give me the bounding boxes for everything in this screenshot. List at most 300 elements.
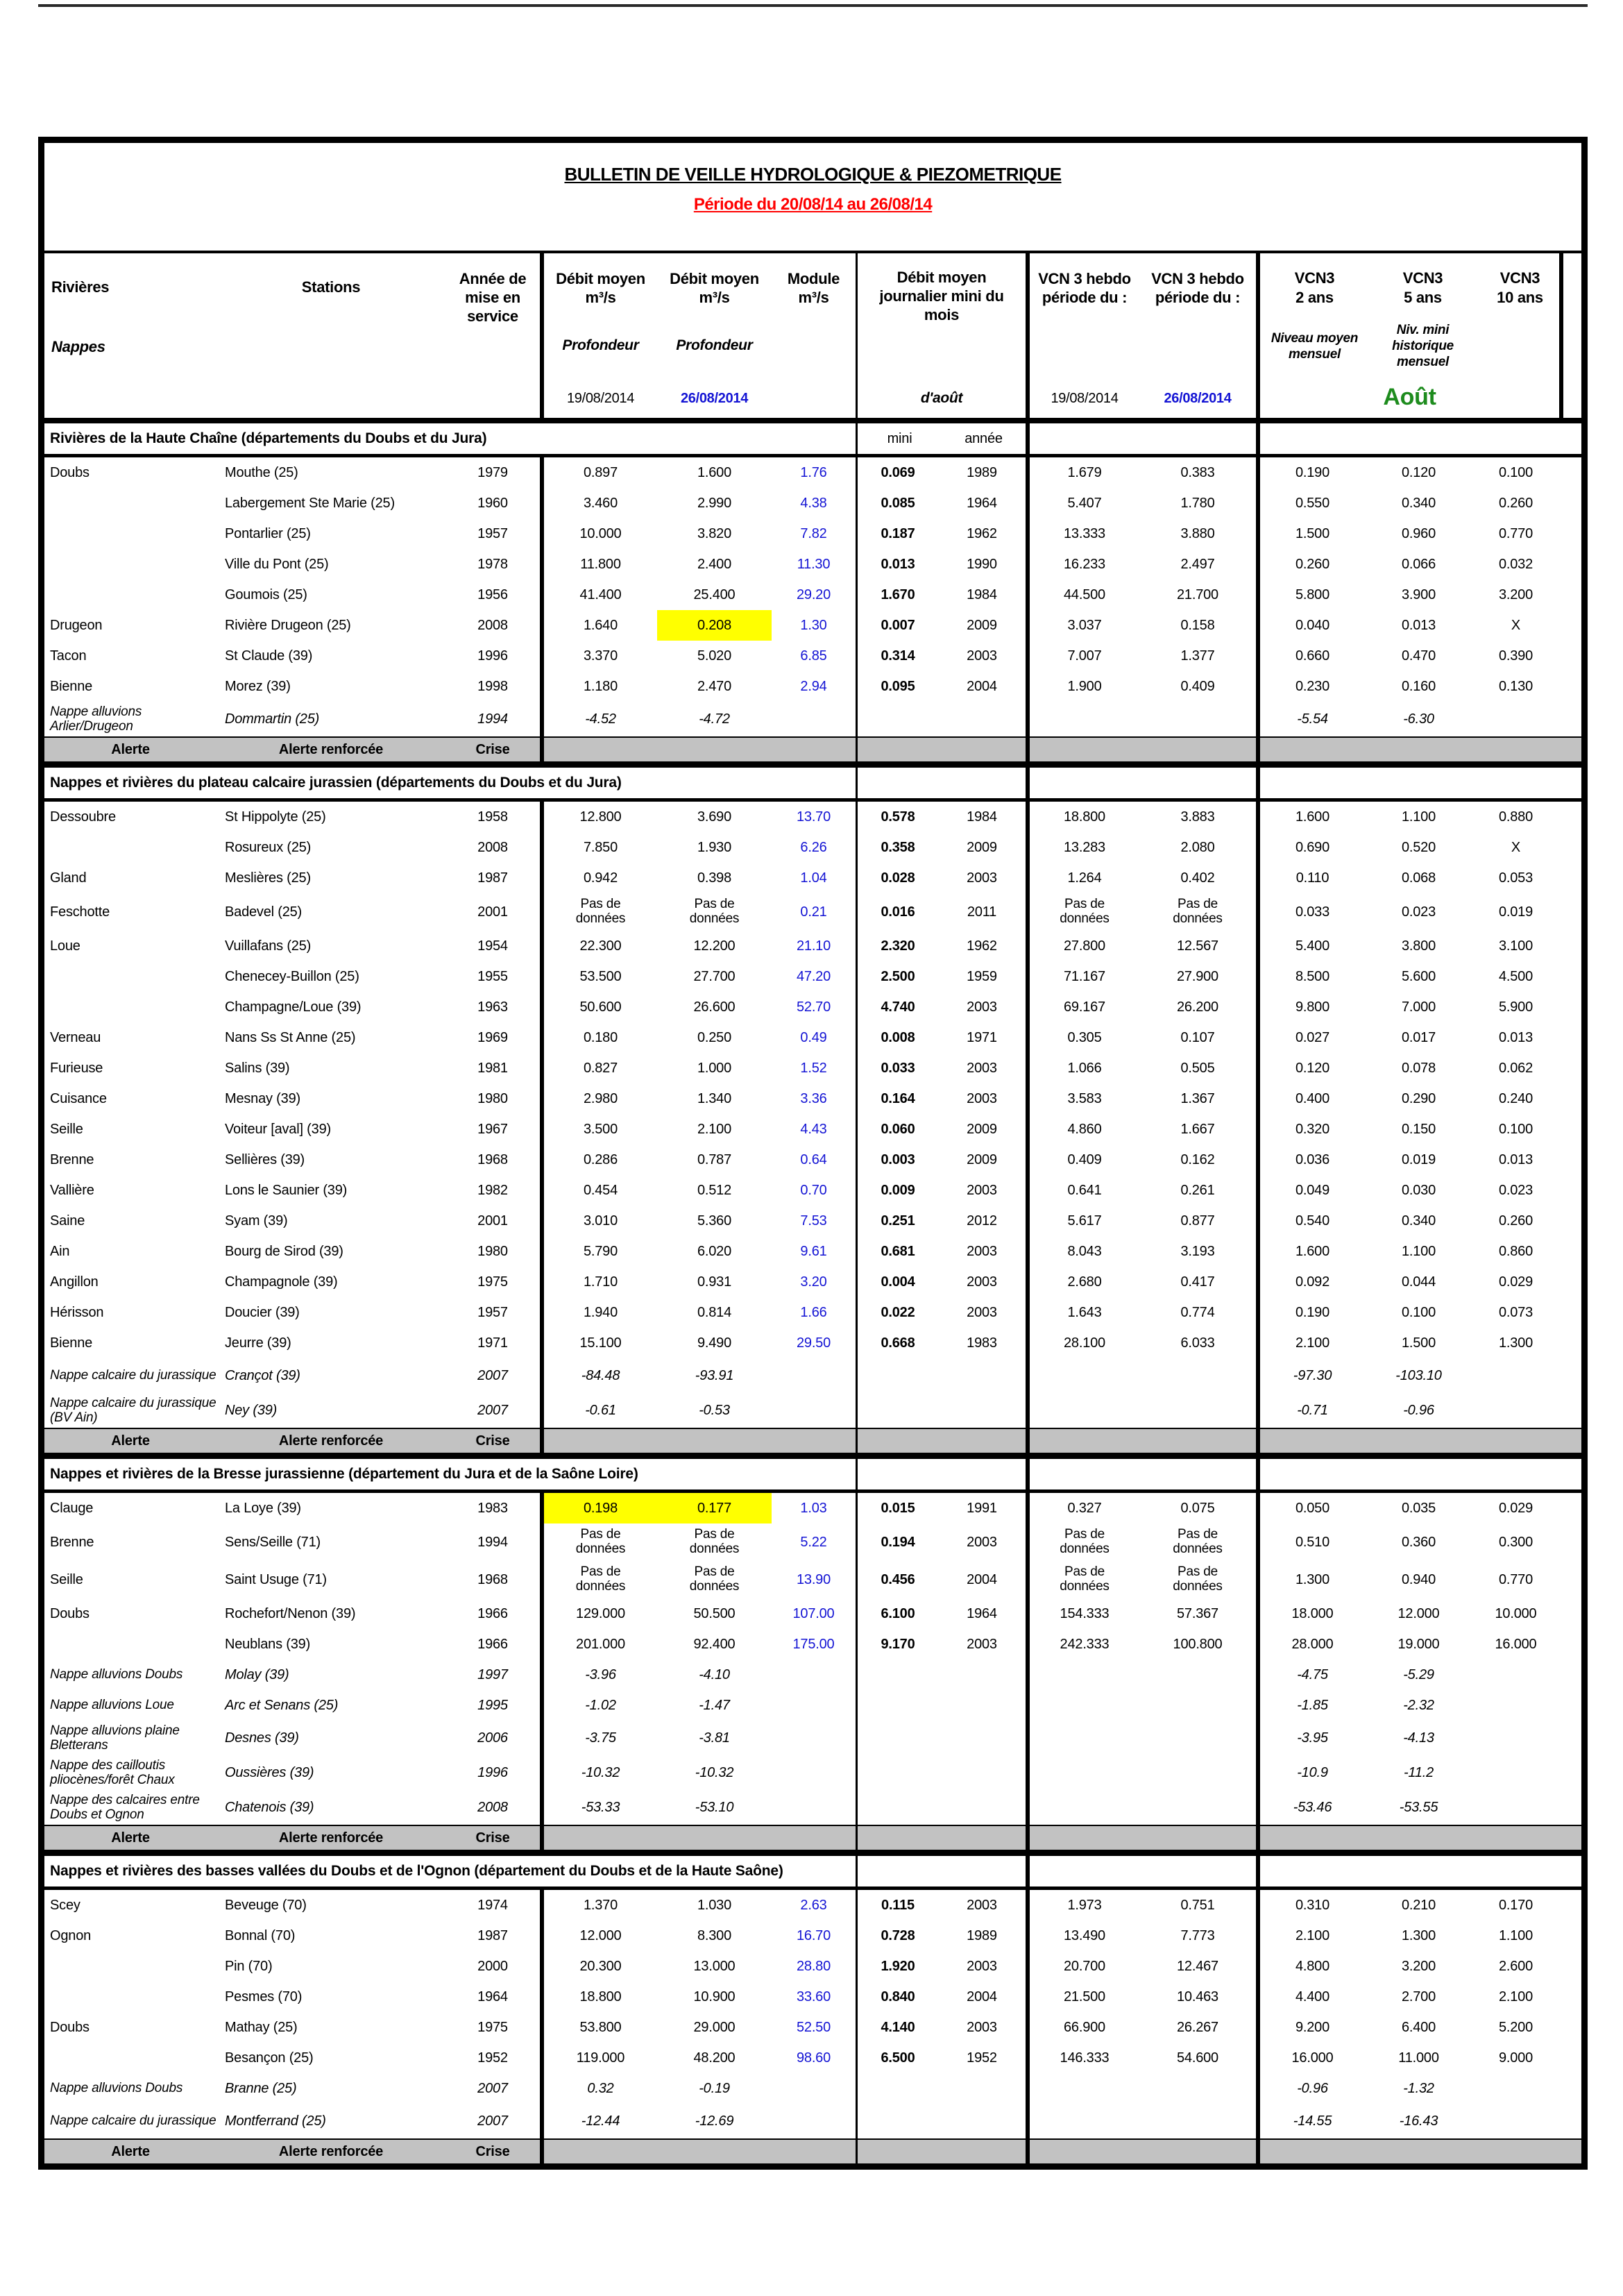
section-mini-annee [856, 768, 1026, 798]
table-row [44, 893, 1581, 931]
cell-riviere: Clauge [50, 1500, 94, 1516]
cell-mini-annee: 2003 [967, 1534, 997, 1550]
header-spacer [1559, 253, 1581, 418]
cell-debit-mini: 0.728 [856, 1921, 938, 1951]
cell-station: Doucier (39) [225, 1304, 300, 1320]
cell-vcn3-10ans [1472, 1660, 1559, 1690]
cell-debit-curr: 0.208 [657, 610, 772, 641]
cell-station: Sellières (39) [225, 1151, 305, 1167]
cell-vcn3-5ans: -0.96 [1403, 1402, 1434, 1418]
alert-spacer [856, 1429, 1026, 1453]
cell-station: Sens/Seille (71) [225, 1534, 321, 1550]
cell-debit-curr: 8.300 [697, 1927, 732, 1943]
cell-vcn3-2ans: -5.54 [1256, 702, 1365, 736]
cell-vcn3-2ans: 0.540 [1256, 1206, 1365, 1236]
cell-module: 52.70 [796, 999, 831, 1015]
cell-station: Oussières (39) [225, 1764, 314, 1780]
table-row [44, 2043, 1581, 2073]
table-row [44, 518, 1581, 549]
cell-vcn3-2ans: 0.190 [1256, 457, 1365, 488]
cell-annee-service: 1978 [477, 556, 508, 572]
cell-spacer [1559, 1982, 1581, 2012]
cell-debit-mini: 9.170 [856, 1629, 938, 1660]
cell-debit-curr: -10.32 [695, 1764, 734, 1780]
cell-riviere: Doubs [50, 2019, 90, 2035]
cell-annee-service: 1971 [477, 1335, 508, 1351]
alert-renforcee-label: Alerte renforcée [278, 741, 384, 757]
cell-vcn3-5ans: 0.210 [1401, 1897, 1436, 1913]
cell-vcn3-10ans: 3.200 [1498, 586, 1533, 602]
cell-debit-prev: -12.44 [540, 2104, 657, 2138]
cell-mini-annee: 2003 [967, 1897, 997, 1913]
cell-vcn-hebdo-curr: 27.900 [1177, 968, 1218, 984]
section-band-spacer [1026, 1856, 1256, 1886]
cell-vcn3-2ans: 9.200 [1256, 2012, 1365, 2043]
cell-station: Goumois (25) [225, 586, 307, 602]
cell-vcn3-5ans: -2.32 [1403, 1697, 1434, 1713]
cell-debit-prev: -3.96 [540, 1660, 657, 1690]
cell-vcn-hebdo-curr: 0.107 [1180, 1029, 1215, 1045]
cell-vcn3-10ans: 0.023 [1498, 1182, 1533, 1198]
cell-vcn3-5ans: 19.000 [1397, 1636, 1440, 1652]
alert-spacer [1256, 1429, 1581, 1453]
cell-station: Saint Usuge (71) [225, 1571, 327, 1587]
table-row [44, 832, 1581, 863]
cell-vcn-hebdo-curr: 100.800 [1173, 1636, 1223, 1652]
cell-spacer [1559, 1236, 1581, 1267]
table-header [44, 253, 1581, 423]
table-row [44, 641, 1581, 671]
cell-station: Badevel (25) [225, 904, 302, 920]
cell-vcn-hebdo-prev [1026, 2104, 1139, 2138]
cell-module: 3.36 [800, 1090, 827, 1106]
cell-debit-mini: 0.008 [856, 1022, 938, 1053]
cell-debit-curr: 1.340 [697, 1090, 732, 1106]
cell-vcn3-5ans: 0.470 [1401, 648, 1436, 664]
header-vcn-hebdo-label [1030, 270, 1139, 307]
cell-riviere: Brenne [50, 1151, 94, 1167]
cell-debit-prev: 3.370 [540, 641, 657, 671]
cell-station: Labergement Ste Marie (25) [225, 495, 395, 511]
section-band-spacer [1256, 423, 1581, 454]
cell-debit-mini [856, 702, 938, 736]
section-mini-annee [856, 423, 1026, 454]
cell-mini-annee: 1990 [967, 556, 997, 572]
cell-vcn3-5ans: 3.200 [1401, 1958, 1436, 1974]
cell-mini-annee: 1952 [967, 2050, 997, 2066]
cell-riviere: Cuisance [50, 1090, 107, 1106]
cell-module: 6.26 [800, 839, 827, 855]
cell-module [772, 1721, 856, 1755]
cell-debit-curr: 25.400 [693, 586, 736, 602]
cell-annee-service: 1996 [477, 648, 508, 664]
header-profondeur-label: Profondeur [676, 337, 753, 353]
cell-riviere [44, 961, 216, 992]
cell-vcn3-2ans: 2.100 [1256, 1328, 1365, 1358]
cell-annee-service: 1994 [477, 711, 508, 727]
cell-vcn3-2ans: 4.800 [1256, 1951, 1365, 1982]
table-row [44, 2073, 1581, 2104]
table-row [44, 1982, 1581, 2012]
section-band-spacer [1026, 423, 1256, 454]
cell-debit-mini: 2.320 [856, 931, 938, 961]
cell-module: 7.82 [800, 525, 827, 541]
header-module [772, 253, 856, 418]
cell-debit-curr: 5.020 [697, 648, 732, 664]
cell-debit-mini [856, 1358, 938, 1393]
cell-debit-curr: 26.600 [693, 999, 736, 1015]
table-row [44, 1598, 1581, 1629]
cell-debit-curr: 13.000 [693, 1958, 736, 1974]
cell-station: St Claude (39) [225, 648, 313, 664]
section-band-spacer [1026, 1459, 1256, 1489]
cell-vcn3-5ans: 0.030 [1401, 1182, 1436, 1198]
vcn-hebdo-text: VCN 3 hebdo [1038, 270, 1131, 287]
header-niv-mini-label: Niv. mini historique mensuel [1392, 323, 1454, 369]
cell-module [772, 1393, 856, 1428]
cell-vcn-hebdo-prev [1026, 702, 1139, 736]
cell-spacer [1559, 580, 1581, 610]
cell-vcn3-2ans: 8.500 [1256, 961, 1365, 992]
cell-debit-curr: 3.820 [697, 525, 732, 541]
cell-vcn-hebdo-prev: 18.800 [1026, 802, 1139, 832]
cell-vcn3-2ans: -53.46 [1256, 1790, 1365, 1825]
cell-debit-curr: 0.931 [697, 1274, 732, 1290]
cell-riviere [44, 832, 216, 863]
table-row [44, 1561, 1581, 1598]
cell-station: Bourg de Sirod (39) [225, 1243, 343, 1259]
cell-module: 107.00 [792, 1605, 835, 1621]
cell-module: 52.50 [796, 2019, 831, 2035]
table-row [44, 549, 1581, 580]
document-period: Période du 20/08/14 au 26/08/14 [693, 195, 933, 214]
cell-annee-service: 1975 [477, 1274, 508, 1290]
cell-debit-prev: -84.48 [540, 1358, 657, 1393]
debit-moyen-text: Débit moyen [556, 270, 645, 287]
cell-mini-annee: 1991 [967, 1500, 997, 1516]
cell-spacer [1559, 1145, 1581, 1175]
cell-vcn3-10ans: 1.100 [1498, 1927, 1533, 1943]
cell-annee-service: 1966 [477, 1605, 508, 1621]
cell-vcn3-10ans: 0.770 [1498, 1571, 1533, 1587]
cell-riviere: Nappe des cailloutis pliocènes/forêt Chaux [50, 1757, 175, 1787]
cell-riviere [44, 2043, 216, 2073]
section-band-spacer [1256, 1459, 1581, 1489]
cell-module [772, 1790, 856, 1825]
cell-vcn-hebdo-curr [1139, 1660, 1256, 1690]
cell-vcn3-10ans: 0.300 [1498, 1534, 1533, 1550]
cell-module: 7.53 [800, 1213, 827, 1229]
cell-vcn-hebdo-curr: 0.162 [1180, 1151, 1215, 1167]
cell-vcn-hebdo-curr: 26.200 [1177, 999, 1218, 1015]
cell-vcn-hebdo-curr: 21.700 [1177, 586, 1218, 602]
cell-vcn-hebdo-curr: 26.267 [1177, 2019, 1218, 2035]
table-row [44, 1951, 1581, 1982]
cell-riviere [44, 1629, 216, 1660]
cell-riviere: Nappe alluvions Doubs [50, 2081, 183, 2096]
cell-vcn3-5ans: 0.013 [1401, 617, 1436, 633]
header-annee-service [445, 253, 540, 418]
debit-moyen-text: Débit moyen [670, 270, 759, 287]
cell-vcn3-10ans: 0.240 [1498, 1090, 1533, 1106]
header-vcn3-5ans [1369, 269, 1477, 307]
section-mini-annee [856, 1856, 1026, 1886]
cell-debit-mini: 0.022 [856, 1297, 938, 1328]
cell-vcn3-2ans: 0.092 [1256, 1267, 1365, 1297]
section-band-spacer [1256, 1856, 1581, 1886]
cell-vcn-hebdo-curr: 12.467 [1177, 1958, 1218, 1974]
alert-row [44, 2138, 1581, 2163]
cell-debit-mini: 0.578 [856, 802, 938, 832]
cell-mini-annee: 2012 [967, 1213, 997, 1229]
cell-debit-mini: 0.033 [856, 1053, 938, 1083]
alert-spacer [1026, 2140, 1256, 2163]
cell-debit-prev: 41.400 [540, 580, 657, 610]
cell-module: 11.30 [797, 556, 831, 572]
alert-label: Alerte [111, 2143, 150, 2159]
cell-debit-prev: -3.75 [540, 1721, 657, 1755]
cell-debit-mini [856, 1721, 938, 1755]
cell-spacer [1559, 1561, 1581, 1598]
section-header-row [44, 768, 1581, 802]
cell-spacer [1559, 1083, 1581, 1114]
cell-debit-prev: 0.32 [540, 2073, 657, 2104]
cell-vcn-hebdo-prev [1026, 1721, 1139, 1755]
cell-vcn3-10ans: 0.260 [1498, 495, 1533, 511]
cell-vcn3-5ans: 0.044 [1401, 1274, 1436, 1290]
cell-vcn3-5ans: 0.940 [1401, 1571, 1436, 1587]
cell-debit-prev: 18.800 [540, 1982, 657, 2012]
cell-vcn3-10ans [1472, 1790, 1559, 1825]
cell-debit-mini: 0.085 [856, 488, 938, 518]
cell-riviere: Tacon [50, 648, 87, 664]
cell-vcn-hebdo-curr [1139, 1358, 1256, 1393]
cell-debit-curr: -4.10 [699, 1666, 730, 1682]
cell-riviere: Doubs [50, 1605, 90, 1621]
cell-vcn-hebdo-curr: 12.567 [1177, 938, 1218, 954]
cell-debit-mini: 0.028 [856, 863, 938, 893]
cell-vcn3-10ans [1472, 702, 1559, 736]
cell-vcn-hebdo-prev [1026, 1755, 1139, 1790]
cell-annee-service: 2008 [477, 1799, 508, 1815]
annee-label: année [965, 430, 1003, 446]
cell-debit-mini: 0.840 [856, 1982, 938, 2012]
alert-spacer [856, 1826, 1026, 1850]
scan-edge-line [38, 4, 1588, 7]
cell-vcn-hebdo-prev: 242.333 [1026, 1629, 1139, 1660]
cell-station: Desnes (39) [225, 1730, 299, 1746]
cell-debit-prev: 0.827 [540, 1053, 657, 1083]
cell-debit-curr: 1.000 [697, 1060, 732, 1076]
alert-spacer [1026, 1826, 1256, 1850]
cell-vcn3-2ans: -4.75 [1256, 1660, 1365, 1690]
cell-debit-curr: -12.69 [695, 2113, 734, 2129]
cell-debit-mini [856, 2104, 938, 2138]
cell-vcn-hebdo-prev: 20.700 [1026, 1951, 1139, 1982]
cell-debit-curr: -0.19 [699, 2080, 730, 2096]
cell-spacer [1559, 961, 1581, 992]
cell-debit-prev: 1.710 [540, 1267, 657, 1297]
cell-vcn-hebdo-curr [1139, 1755, 1256, 1790]
cell-vcn3-5ans: 0.100 [1401, 1304, 1436, 1320]
cell-debit-prev: Pas de données [540, 1523, 657, 1561]
cell-vcn-hebdo-curr: 0.075 [1180, 1500, 1215, 1516]
cell-annee-service: 1996 [477, 1764, 508, 1780]
cell-mini-annee: 2003 [967, 1182, 997, 1198]
crise-label: Crise [475, 1830, 510, 1846]
cell-vcn-hebdo-prev: 13.283 [1026, 832, 1139, 863]
cell-riviere: Furieuse [50, 1060, 103, 1076]
alert-row [44, 1428, 1581, 1459]
cell-vcn3-10ans: X [1511, 839, 1521, 855]
cell-spacer [1559, 1660, 1581, 1690]
cell-debit-mini: 1.670 [856, 580, 938, 610]
cell-mini-annee: 1962 [967, 525, 997, 541]
cell-station: Lons le Saunier (39) [225, 1182, 348, 1198]
cell-module: 13.70 [796, 809, 831, 825]
cell-mini-annee: 1989 [967, 1927, 997, 1943]
header-vcn3-10ans [1477, 269, 1563, 307]
cell-debit-prev: 22.300 [540, 931, 657, 961]
table-body [44, 423, 1581, 2163]
cell-riviere: Seille [50, 1121, 83, 1137]
cell-debit-prev: 5.790 [540, 1236, 657, 1267]
cell-debit-curr: 0.250 [697, 1029, 732, 1045]
cell-spacer [1559, 641, 1581, 671]
cell-debit-prev: 2.980 [540, 1083, 657, 1114]
cell-vcn-hebdo-curr: 0.261 [1180, 1182, 1215, 1198]
cell-debit-prev: 0.942 [540, 863, 657, 893]
cell-debit-mini: 4.140 [856, 2012, 938, 2043]
module-text: Module [787, 270, 840, 287]
cell-vcn3-10ans: 3.100 [1498, 938, 1533, 954]
header-stations-label: Stations [301, 278, 361, 296]
crise-label: Crise [475, 741, 510, 757]
cell-vcn3-10ans: 0.770 [1498, 525, 1533, 541]
cell-vcn3-5ans: 0.066 [1401, 556, 1436, 572]
cell-module: 1.03 [800, 1500, 827, 1516]
table-row [44, 1921, 1581, 1951]
cell-vcn3-5ans: 7.000 [1401, 999, 1436, 1015]
cell-debit-curr: 1.930 [697, 839, 732, 855]
cell-vcn-hebdo-prev: 27.800 [1026, 931, 1139, 961]
cell-module: 5.22 [800, 1534, 827, 1550]
cell-vcn3-10ans: 0.860 [1498, 1243, 1533, 1259]
table-row [44, 457, 1581, 488]
cell-station: Pesmes (70) [225, 1989, 303, 2004]
cell-spacer [1559, 1951, 1581, 1982]
cell-debit-prev: 0.198 [540, 1493, 657, 1523]
cell-station: Mesnay (39) [225, 1090, 300, 1106]
cell-vcn3-2ans: 0.120 [1256, 1053, 1365, 1083]
cell-vcn-hebdo-prev [1026, 1358, 1139, 1393]
cell-vcn-hebdo-curr: 1.377 [1180, 648, 1215, 664]
cell-debit-curr: 1.600 [697, 464, 732, 480]
cell-spacer [1559, 1755, 1581, 1790]
cell-vcn3-10ans: 4.500 [1498, 968, 1533, 984]
cell-mini-annee: 2004 [967, 1989, 997, 2004]
ans5-text: 5 ans [1404, 288, 1442, 306]
cell-vcn3-10ans [1472, 1393, 1559, 1428]
cell-annee-service: 1964 [477, 1989, 508, 2004]
ans10-text: 10 ans [1497, 288, 1543, 306]
cell-vcn-hebdo-prev: 0.641 [1026, 1175, 1139, 1206]
cell-vcn3-2ans: 0.050 [1256, 1493, 1365, 1523]
unit-text: m³/s [798, 288, 829, 306]
cell-riviere: Doubs [50, 464, 90, 480]
cell-debit-prev: 0.286 [540, 1145, 657, 1175]
alert-renforcee-label: Alerte renforcée [278, 2143, 384, 2159]
cell-module: 33.60 [796, 1989, 831, 2004]
cell-mini-annee [938, 1755, 1026, 1790]
cell-annee-service: 2007 [477, 2080, 508, 2096]
table-row [44, 863, 1581, 893]
cell-mini-annee: 1984 [967, 809, 997, 825]
cell-annee-service: 1954 [477, 938, 508, 954]
cell-annee-service: 2001 [477, 1213, 508, 1229]
alert-spacer [1256, 738, 1581, 761]
cell-module: 0.70 [800, 1182, 827, 1198]
cell-mini-annee: 2009 [967, 839, 997, 855]
cell-vcn-hebdo-curr: 3.193 [1180, 1243, 1215, 1259]
cell-debit-mini: 0.456 [856, 1561, 938, 1598]
cell-debit-mini: 0.251 [856, 1206, 938, 1236]
cell-module: 29.20 [796, 586, 831, 602]
cell-vcn-hebdo-prev: 1.679 [1026, 457, 1139, 488]
cell-riviere: Loue [50, 938, 80, 954]
cell-debit-curr: 48.200 [693, 2050, 736, 2066]
cell-vcn-hebdo-prev: 1.643 [1026, 1297, 1139, 1328]
cell-vcn-hebdo-curr [1139, 1790, 1256, 1825]
cell-annee-service: 2007 [477, 1367, 508, 1383]
cell-debit-curr: 0.398 [697, 870, 732, 886]
table-row [44, 802, 1581, 832]
cell-riviere: Nappe calcaire du jurassique [50, 2113, 216, 2129]
cell-vcn-hebdo-prev: Pas de données [1026, 893, 1139, 931]
alert-spacer [540, 738, 856, 761]
cell-spacer [1559, 702, 1581, 736]
cell-vcn3-2ans: 0.690 [1256, 832, 1365, 863]
cell-station: Mathay (25) [225, 2019, 298, 2035]
cell-vcn3-5ans: 0.290 [1401, 1090, 1436, 1106]
cell-riviere [44, 488, 216, 518]
cell-vcn3-10ans [1472, 1755, 1559, 1790]
cell-debit-mini: 4.740 [856, 992, 938, 1022]
cell-riviere: Gland [50, 870, 87, 886]
cell-debit-prev: 12.800 [540, 802, 657, 832]
cell-vcn-hebdo-prev: 5.617 [1026, 1206, 1139, 1236]
cell-debit-prev: 1.940 [540, 1297, 657, 1328]
cell-mini-annee: 2003 [967, 1243, 997, 1259]
header-aout-label: Août [1383, 384, 1436, 410]
table-row [44, 1660, 1581, 1690]
cell-riviere: Brenne [50, 1534, 94, 1550]
cell-annee-service: 1998 [477, 678, 508, 694]
cell-mini-annee: 1971 [967, 1029, 997, 1045]
cell-vcn3-5ans: 12.000 [1397, 1605, 1440, 1621]
table-row [44, 1721, 1581, 1755]
cell-mini-annee: 2003 [967, 1090, 997, 1106]
cell-vcn3-5ans: 5.600 [1401, 968, 1436, 984]
cell-vcn-hebdo-curr: 3.880 [1180, 525, 1215, 541]
cell-debit-mini: 0.358 [856, 832, 938, 863]
cell-spacer [1559, 1598, 1581, 1629]
cell-vcn3-5ans: -16.43 [1399, 2113, 1438, 2129]
cell-riviere: Ain [50, 1243, 70, 1259]
cell-vcn3-2ans: 2.100 [1256, 1921, 1365, 1951]
cell-debit-curr: Pas de données [689, 897, 740, 926]
header-annee-service-label: Année de mise en service [459, 270, 527, 325]
